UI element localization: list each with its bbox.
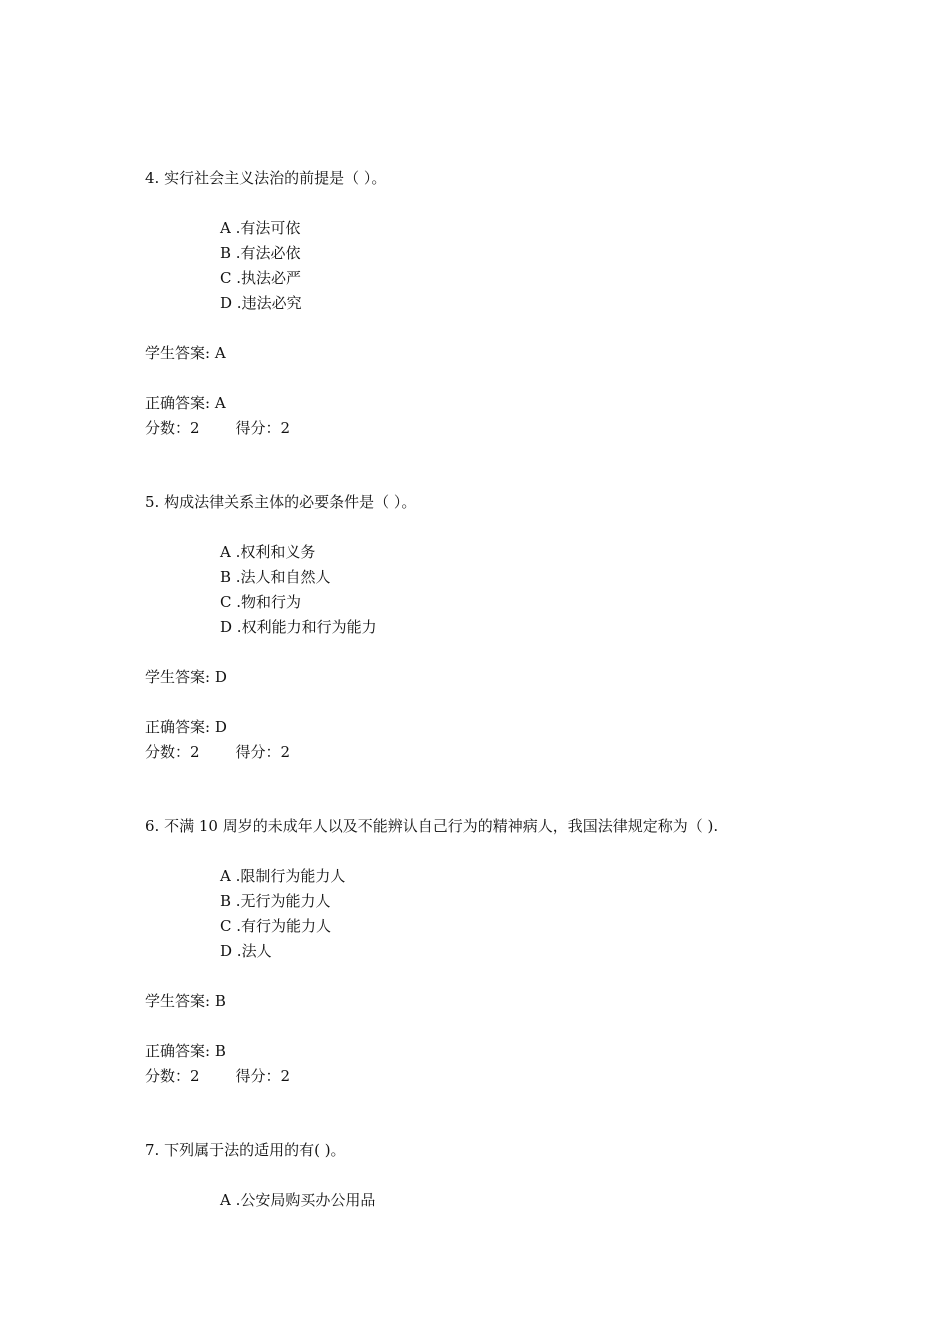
points: 分数：2	[145, 1067, 200, 1085]
question-stem: 5. 构成法律关系主体的必要条件是（ ）。	[145, 493, 417, 511]
student-answer: 学生答案: B	[145, 992, 226, 1010]
score: 得分：2	[235, 1067, 291, 1085]
option-c: C .物和行为	[220, 593, 302, 611]
option-c: C .执法必严	[220, 269, 302, 287]
option-a: A .有法可依	[220, 219, 301, 237]
option-d: D .违法必究	[220, 294, 302, 312]
score: 得分：2	[235, 743, 291, 761]
option-a: A .公安局购买办公用品	[220, 1191, 376, 1209]
student-answer: 学生答案: A	[145, 344, 226, 362]
option-b: B .有法必依	[220, 244, 301, 262]
question-stem: 4. 实行社会主义法治的前提是（ ）。	[145, 169, 387, 187]
score-line	[145, 418, 290, 438]
correct-answer: 正确答案: B	[145, 1042, 226, 1060]
score-line	[145, 1066, 290, 1086]
option-b: B .无行为能力人	[220, 892, 331, 910]
option-a: A .限制行为能力人	[220, 867, 346, 885]
option-d: D .法人	[220, 942, 272, 960]
option-a: A .权利和义务	[220, 543, 316, 561]
points: 分数：2	[145, 419, 200, 437]
score: 得分：2	[235, 419, 291, 437]
student-answer: 学生答案: D	[145, 668, 227, 686]
question-stem: 6. 不满 10 周岁的未成年人以及不能辨认自己行为的精神病人，我国法律规定称为（ ).	[145, 817, 719, 835]
option-d: D .权利能力和行为能力	[220, 618, 377, 636]
correct-answer: 正确答案: A	[145, 394, 226, 412]
score-line	[145, 742, 290, 762]
points: 分数：2	[145, 743, 200, 761]
option-c: C .有行为能力人	[220, 917, 332, 935]
correct-answer: 正确答案: D	[145, 718, 227, 736]
question-stem: 7. 下列属于法的适用的有( )。	[145, 1141, 346, 1159]
option-b: B .法人和自然人	[220, 568, 331, 586]
